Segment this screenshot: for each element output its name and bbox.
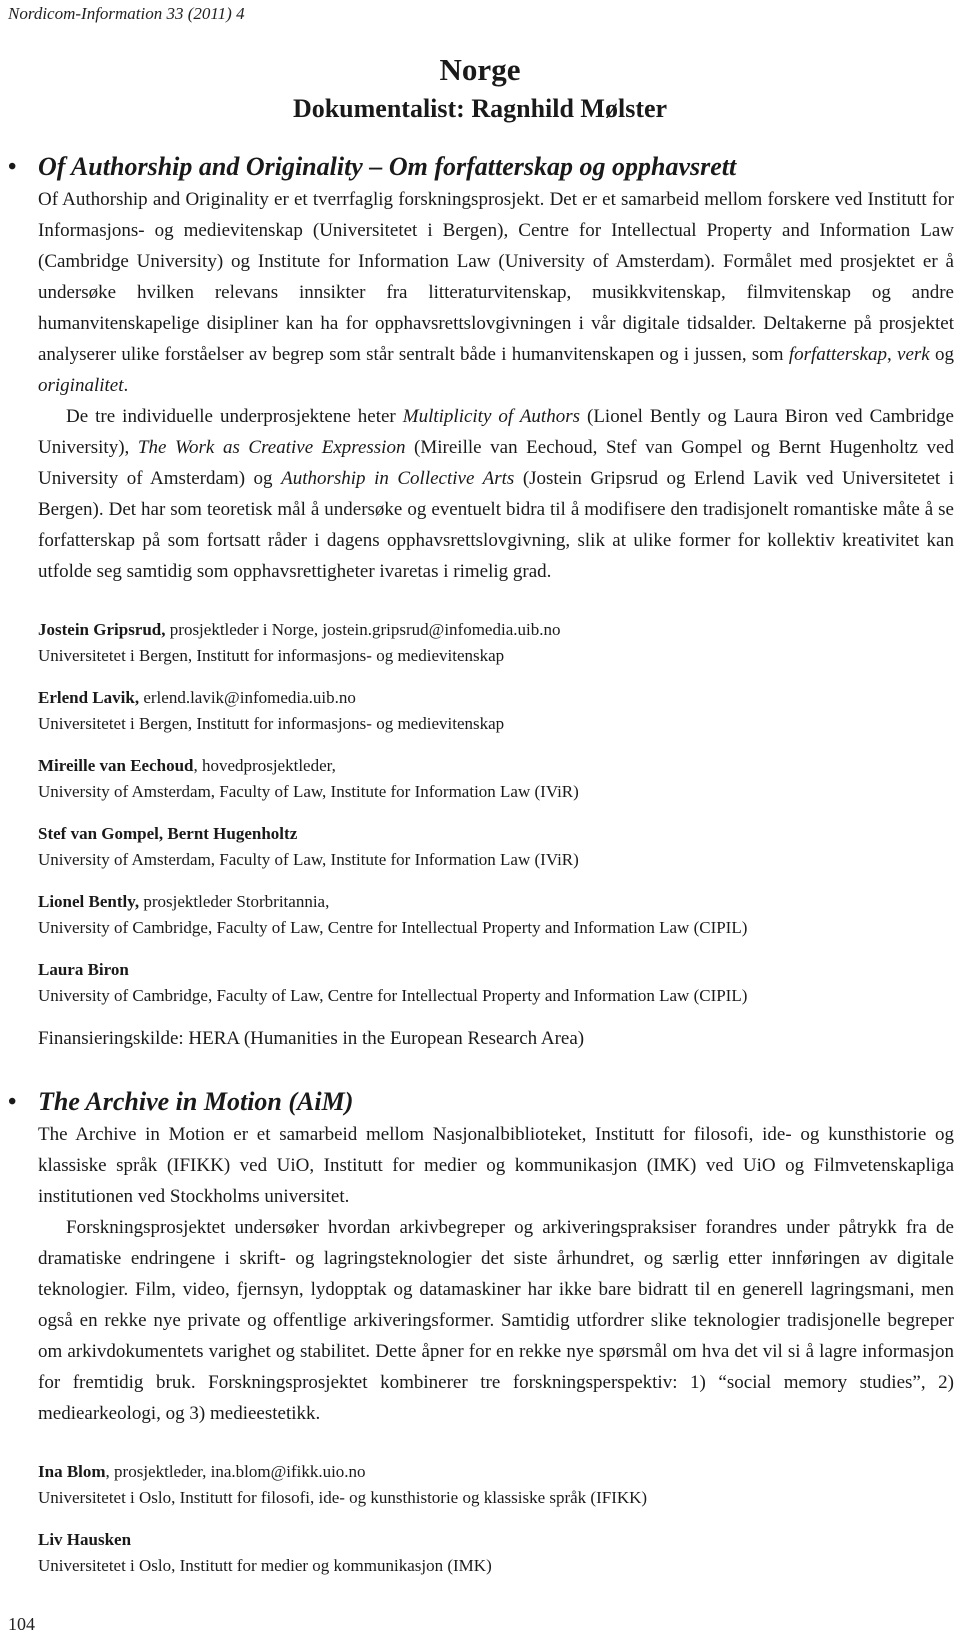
contact-name: Liv Hausken [38,1530,132,1549]
contact-list [38,1459,954,1579]
project-title [8,152,954,182]
contact-affiliation: University of Cambridge, Faculty of Law, Centre for Intellectual Property and Information Law (CIPIL) [38,918,748,937]
project-description [38,184,954,401]
contact-name: Stef van Gompel, Bernt Hugenholtz [38,824,298,843]
contact-line [38,957,954,983]
contact-detail: erlend.lavik@infomedia.uib.no [139,688,356,707]
page-number: 104 [8,1614,35,1634]
country-title: Norge [439,52,521,87]
contact-name: Mireille van Eechoud [38,756,194,775]
contact-entry [38,957,954,1009]
subprojects-text: (Jostein Gripsrud og Erlend Lavik ved Universitetet i Bergen). Det har som teoretisk mål å undersøke og eventuelt bidra til å modifisere den tradisjonelt romantiske måte å se forfatterskap på som fortsatt råder i dagens opphavsrettslovgivning, slik at ulike former for kollektiv kreativitet kan utfolde seg samtidig som opphavsrettigheter ivaretas i rimelig grad. [38,468,954,582]
running-head: Nordicom-Information 33 (2011) 4 [8,4,245,23]
contact-affiliation: Universitetet i Oslo, Institutt for filosofi, ide- og kunsthistorie og klassiske språk (IFIKK) [38,1488,648,1507]
subprojects-text: (Lionel Bently og Laura Biron ved Cambridge University), [38,406,954,458]
contact-entry [38,1459,954,1511]
bullet-icon: • [8,1089,17,1115]
subprojects-text: De tre individuelle underprosjektene heter [66,406,403,427]
subprojects-description [38,401,954,587]
separator-text: , [886,344,898,365]
term-verk: verk [897,344,930,365]
contact-entry [38,1527,954,1579]
contact-line [38,753,954,779]
period-text: . [123,375,129,396]
contact-line [38,617,954,643]
contact-detail: , prosjektleder, ina.blom@ifikk.uio.no [105,1462,366,1481]
contact-affiliation: Universitetet i Bergen, Institutt for informasjons- og medievitenskap [38,646,505,665]
project-archive-in-motion [8,1087,954,1595]
documentalist-title: Dokumentalist: Ragnhild Mølster [292,94,668,123]
contact-line [38,1527,954,1553]
contact-entry [38,821,954,873]
contact-detail: prosjektleder Storbritannia, [139,892,330,911]
subprojects-text: (Mireille van Eechoud, Stef van Gompel og Bernt Hugenholtz ved University of Amsterdam) og [38,437,954,489]
contact-affiliation: University of Cambridge, Faculty of Law, Centre for Intellectual Property and Information Law (CIPIL) [38,986,748,1005]
contact-list [38,617,954,1009]
contact-affiliation: University of Amsterdam, Faculty of Law, Institute for Information Law (IViR) [38,850,579,869]
contact-entry [38,685,954,737]
contact-detail: , hovedprosjektleder, [193,756,336,775]
contact-entry [38,753,954,805]
contact-line [38,1459,954,1485]
project-research-description: Forskningsprosjektet undersøker hvordan arkivbegreper og arkiveringspraksiser forandres under påtrykk fra de dramatiske endringene i skrift- og lagringsteknologier det siste århundret, og særlig etter innføringen av digitale teknologier. Film, video, fjernsyn, lydopptak og datamaskiner har ikke bare bidratt til en generell lagringsmani, men også en rekke nye private og offentlige arkiveringsformer. Samtidig utfordrer slike teknologier tradisjonelle begreper om arkivdokumentets varighet og stabilitet. Dette åpner for en rekke nye spørsmål om hva det vil si å lagre informasjon for fremtidig bruk. Forskningsprosjektet kombinerer tre forskningsperspektiv: 1) “social memory studies”, 2) mediearkeologi, og 3) medieestetikk. [38,1217,954,1424]
contact-entry [38,617,954,669]
subproject-title-2: The Work as Creative Expression [137,437,406,458]
term-originalitet: originalitet [38,375,124,396]
contact-name: Jostein Gripsrud, [38,620,166,639]
contact-name: Erlend Lavik, [38,688,140,707]
contact-entry [38,889,954,941]
term-forfatterskap: forfatterskap [788,344,887,365]
subproject-title-3: Authorship in Collective Arts [281,468,515,489]
project-of-authorship [8,152,954,1053]
project-title-text: Of Authorship and Originality – Om forfatterskap og opphavsrett [38,152,737,181]
contact-detail: prosjektleder i Norge, jostein.gripsrud@infomedia.uib.no [165,620,561,639]
contact-line [38,685,954,711]
contact-name: Lionel Bently, [38,892,140,911]
subproject-title-1: Multiplicity of Authors [402,406,580,427]
contact-affiliation: Universitetet i Oslo, Institutt for medier og kommunikasjon (IMK) [38,1556,492,1575]
bullet-icon: • [8,154,17,180]
conjunction-text: og [929,344,954,365]
project-title-text: The Archive in Motion (AiM) [38,1087,354,1116]
description-text: Of Authorship and Originality er et tverrfaglig forskningsprosjekt. Det er et samarbeid mellom forskere ved Institutt for Informasjons- og medievitenskap (Universitetet i Bergen), Centre for Intellectual Property and Information Law (Cambridge University) og Institute for Information Law (University of Amsterdam). Formålet med prosjektet er å undersøke hvilken relevans innsikter fra litteraturvitenskap, musikkvitenskap, filmvitenskap og andre humanvitenskapelige disipliner kan ha for opphavsrettslovgivningen i vår digitale tidsalder. Deltakerne på prosjektet analyserer ulike forståelser av begrep som står sentralt både i humanvitenskapen og i jussen, som [38,189,954,365]
contact-affiliation: Universitetet i Bergen, Institutt for informasjons- og medievitenskap [38,714,505,733]
contact-name: Ina Blom [38,1462,106,1481]
project-title [8,1087,954,1117]
project-description: The Archive in Motion er et samarbeid mellom Nasjonalbiblioteket, Institutt for filosofi, ide- og kunsthistorie og klassiske språk (IFIKK) ved UiO, Institutt for medier og kommunikasjon (IMK) ved UiO og Filmvetenskapliga institutionen ved Stockholms universitet. [38,1124,954,1207]
contact-line [38,821,954,847]
contact-line [38,889,954,915]
contact-name: Laura Biron [38,960,129,979]
contact-affiliation: University of Amsterdam, Faculty of Law, Institute for Information Law (IViR) [38,782,579,801]
funding-source: Finansieringskilde: HERA (Humanities in the European Research Area) [38,1028,585,1049]
